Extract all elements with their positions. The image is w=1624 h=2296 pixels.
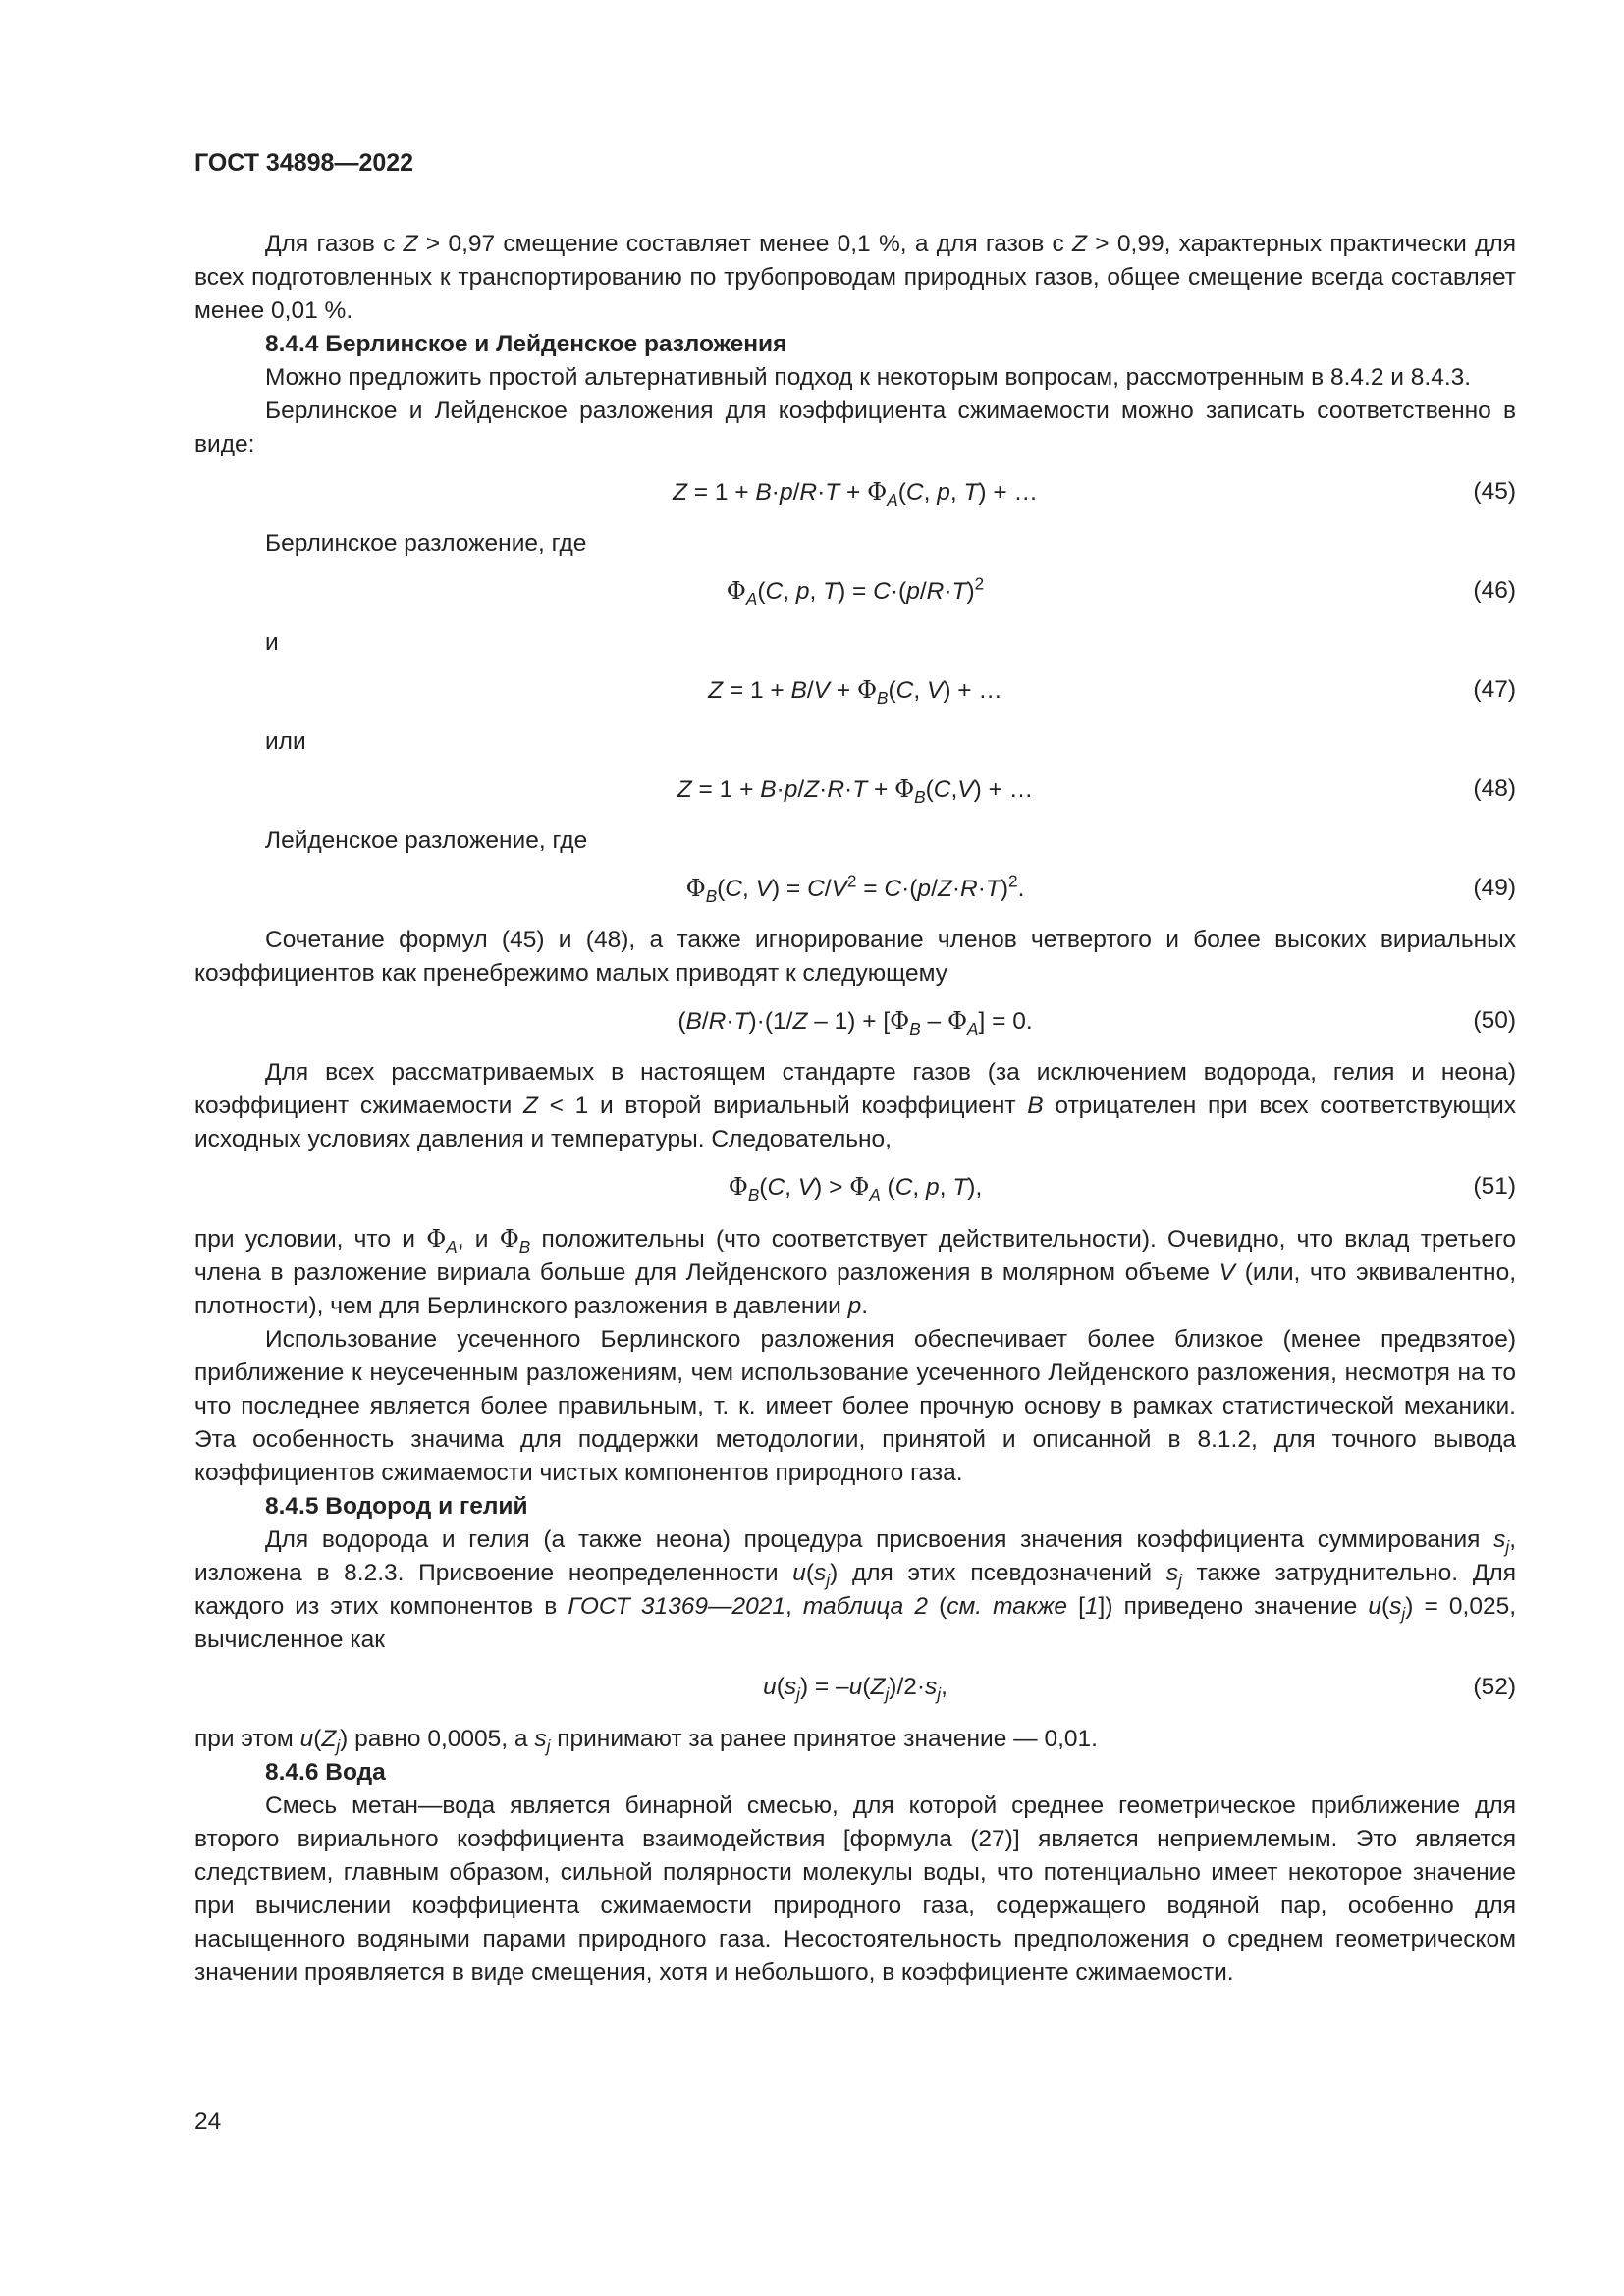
paragraph-all-gases: Для всех рассматриваемых в настоящем стандарте газов (за исключением водорода, гелия и неона) коэффициент сжимаемости Z < 1 и второй вириальный коэффициент B отрицателен при всех соответствующих исходных условиях давления и температуры. Следовательно, [194, 1059, 1516, 1152]
section-heading-8-4-4: 8.4.4 Берлинское и Лейденское разложения [265, 331, 787, 357]
equation-49 [194, 872, 1516, 905]
section-heading-8-4-5: 8.4.5 Водород и гелий [265, 1493, 528, 1520]
equation-51 [194, 1170, 1516, 1203]
document-header: ГОСТ 34898—2022 [194, 149, 414, 177]
equation-49-number: (49) [1473, 875, 1516, 901]
equation-47 [194, 673, 1516, 707]
equation-48 [194, 773, 1516, 806]
equation-48-body: $Z = 1 + B\cdot p/Z\cdot R\cdot T + \Phi_B(C,V)$ + … [677, 774, 1034, 807]
paragraph-hydrogen-helium: Для водорода и гелия (а также неона) процедура присвоения значения коэффициента суммирования $s_j$, изложена в 8.2.3. Присвоение неопределенности $u(s_j)$ для этих псевдозначений $s_j$ также затруднительно. Для каждого из этих компонентов в ГОСТ 31369—2021, таблица 2 (см. также [1]) приведено значение $u(s_j) = 0,025$, вычисленное как [194, 1526, 1516, 1653]
equation-52-body: $u(s_j) = -u(Z_j)/2\cdot s_j$, [763, 1674, 947, 1704]
paragraph-combination: Сочетание формул (45) и (48), а также игнорирование членов четвертого и более высоких вириальных коэффициентов как пренебрежимо малых приводят к следующему [194, 927, 1516, 987]
equation-48-number: (48) [1473, 775, 1516, 802]
document-body [194, 228, 1516, 1990]
equation-50-number: (50) [1473, 1007, 1516, 1034]
equation-51-number: (51) [1473, 1173, 1516, 1200]
paragraph-bias: Для газов с Z > 0,97 смещение составляет менее 0,1 %, а для газов с Z > 0,99, характерных практически для всех подготовленных к транспортированию по трубопроводам природных газов, общее смещение всегда составляет менее 0,01 %. [194, 231, 1516, 324]
paragraph-expansions-intro: Берлинское и Лейденское разложения для коэффициента сжимаемости можно записать соответственно в виде: [194, 398, 1516, 457]
equation-51-body: $\Phi_B(C$, $V) > \Phi_A$ (C, p, T), [728, 1172, 983, 1204]
section-heading-8-4-6: 8.4.6 Вода [265, 1759, 386, 1786]
paragraph-uzj: при этом $u(Z_j)$ равно 0,0005, а $s_j$ принимают за ранее принятое значение — 0,01. [194, 1726, 1098, 1756]
equation-45 [194, 475, 1516, 508]
paragraph-leiden-where: Лейденское разложение, где [265, 828, 588, 854]
paragraph-berlin-where: Берлинское разложение, где [265, 530, 587, 557]
equation-50-body: $(B/R\cdot T)\cdot(1/Z - 1) + [\Phi_B - \Phi_A] = 0$. [677, 1006, 1033, 1039]
paragraph-methane-water: Смесь метан—вода является бинарной смесью, для которой среднее геометрическое приближение для второго вириального коэффициента взаимодействия [формула (27)] является неприемлемым. Это является следствием, главным образом, сильной полярности молекулы воды, что потенциально имеет некоторое значение при вычислении коэффициента сжимаемости природного газа, содержащего водяной пар, особенно для насыщенного водяными парами природного газа. Несостоятельность предположения о среднем геометрическом значении проявляется в виде смещения, хотя и небольшого, в коэффициенте сжимаемости. [194, 1792, 1516, 1986]
paragraph-alternative-approach: Можно предложить простой альтернативный подход к некоторым вопросам, рассмотренным в 8.4.2 и 8.4.3. [265, 364, 1472, 391]
equation-47-body: $Z = 1 + B/V + \Phi_B(C$, V) + … [708, 675, 1002, 708]
paragraph-truncated-berlin: Использование усеченного Берлинского разложения обеспечивает более близкое (менее предвзятое) приближение к неусеченным разложениям, чем использование усеченного Лейденского разложения, несмотря на то что последнее является более правильным, т. к. имеет более прочную основу в рамках статистической механики. Эта особенность значима для поддержки методологии, принятой и описанной в 8.1.2, для точного вывода коэффициентов сжимаемости чистых компонентов природного газа. [194, 1326, 1516, 1486]
equation-49-body: $\Phi_B(C$, $V) = C/V^2 = C\cdot(p/Z\cdot R\cdot T)^2$. [685, 871, 1025, 906]
page-number: 24 [194, 2109, 222, 2135]
equation-52 [194, 1671, 1516, 1704]
equation-50 [194, 1004, 1516, 1038]
equation-52-number: (52) [1473, 1674, 1516, 1700]
paragraph-condition: при условии, что и $\Phi_A$, и $\Phi_B$ положительны (что соответствует действительности). Очевидно, что вклад третьего члена в разложение вириала больше для Лейденского разложения в молярном объеме V (или, что эквивалентно, плотности), чем для Берлинского разложения в давлении p. [194, 1224, 1517, 1319]
paragraph-and: и [265, 629, 279, 656]
paragraph-or: или [265, 728, 306, 755]
equation-46-number: (46) [1473, 577, 1516, 604]
equation-45-number: (45) [1473, 478, 1516, 505]
equation-45-body: $Z = 1 + B\cdot p/R\cdot T + \Phi_A(C$, p, T) + … [672, 477, 1039, 509]
equation-46-body: $\Phi_A(C$, p, $T) = C\cdot(p/R\cdot T)^2$ [726, 573, 985, 609]
equation-46 [194, 574, 1516, 608]
equation-47-number: (47) [1473, 676, 1516, 703]
